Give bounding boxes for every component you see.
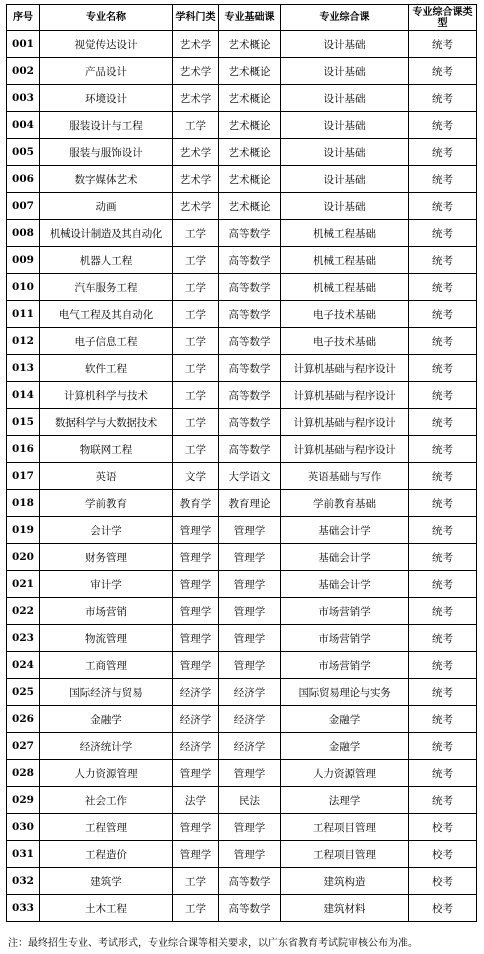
row-discipline: 工学 [173, 409, 219, 436]
row-major-name: 国际经济与贸易 [40, 679, 173, 706]
row-comprehensive-course: 市场营销学 [281, 598, 409, 625]
row-discipline: 艺术学 [173, 139, 219, 166]
row-major-name: 财务管理 [40, 544, 173, 571]
row-discipline: 工学 [173, 220, 219, 247]
row-index: 023 [7, 625, 40, 652]
row-course-type: 统考 [409, 598, 477, 625]
table-header [7, 5, 477, 31]
row-comprehensive-course: 法理学 [281, 787, 409, 814]
row-course-type: 统考 [409, 112, 477, 139]
row-course-type: 校考 [409, 841, 477, 868]
row-basic-course: 高等数学 [219, 895, 281, 922]
row-major-name: 产品设计 [40, 58, 173, 85]
footnote: 注：最终招生专业、考试形式，专业综合课等相关要求，以广东省教育考试院审核公布为准。 [8, 938, 418, 949]
row-discipline: 工学 [173, 355, 219, 382]
row-discipline: 教育学 [173, 490, 219, 517]
table-row [7, 301, 477, 328]
row-course-type: 统考 [409, 166, 477, 193]
table-row [7, 436, 477, 463]
table-row [7, 706, 477, 733]
row-discipline: 工学 [173, 328, 219, 355]
row-basic-course: 教育理论 [219, 490, 281, 517]
row-index: 021 [7, 571, 40, 598]
row-comprehensive-course: 计算机基础与程序设计 [281, 409, 409, 436]
row-comprehensive-course: 设计基础 [281, 85, 409, 112]
row-course-type: 统考 [409, 490, 477, 517]
table-row [7, 544, 477, 571]
row-basic-course: 大学语文 [219, 463, 281, 490]
row-basic-course: 管理学 [219, 517, 281, 544]
row-major-name: 物联网工程 [40, 436, 173, 463]
row-course-type: 统考 [409, 625, 477, 652]
row-course-type: 统考 [409, 247, 477, 274]
row-discipline: 工学 [173, 868, 219, 895]
row-discipline: 管理学 [173, 625, 219, 652]
row-major-name: 数字媒体艺术 [40, 166, 173, 193]
row-comprehensive-course: 基础会计学 [281, 544, 409, 571]
row-comprehensive-course: 机械工程基础 [281, 274, 409, 301]
row-discipline: 工学 [173, 112, 219, 139]
row-basic-course: 经济学 [219, 679, 281, 706]
row-basic-course: 管理学 [219, 571, 281, 598]
row-course-type: 统考 [409, 571, 477, 598]
row-basic-course: 艺术概论 [219, 139, 281, 166]
table-row [7, 31, 477, 58]
row-index: 030 [7, 814, 40, 841]
table-row [7, 841, 477, 868]
table-row [7, 490, 477, 517]
table-row [7, 220, 477, 247]
table-row [7, 85, 477, 112]
row-index: 032 [7, 868, 40, 895]
row-basic-course: 高等数学 [219, 328, 281, 355]
row-basic-course: 艺术概论 [219, 193, 281, 220]
row-index: 011 [7, 301, 40, 328]
row-index: 022 [7, 598, 40, 625]
row-index: 031 [7, 841, 40, 868]
row-comprehensive-course: 计算机基础与程序设计 [281, 382, 409, 409]
row-discipline: 艺术学 [173, 166, 219, 193]
row-discipline: 管理学 [173, 760, 219, 787]
row-discipline: 经济学 [173, 706, 219, 733]
row-basic-course: 高等数学 [219, 274, 281, 301]
row-basic-course: 艺术概论 [219, 166, 281, 193]
row-course-type: 统考 [409, 355, 477, 382]
row-course-type: 统考 [409, 31, 477, 58]
table-body [7, 31, 477, 922]
row-discipline: 管理学 [173, 517, 219, 544]
table-row [7, 247, 477, 274]
row-course-type: 统考 [409, 58, 477, 85]
row-course-type: 统考 [409, 409, 477, 436]
table-row [7, 760, 477, 787]
header-course-type: 专业综合课类型 [409, 5, 477, 31]
row-index: 019 [7, 517, 40, 544]
row-major-name: 会计学 [40, 517, 173, 544]
row-index: 005 [7, 139, 40, 166]
row-index: 013 [7, 355, 40, 382]
row-basic-course: 艺术概论 [219, 31, 281, 58]
row-basic-course: 经济学 [219, 706, 281, 733]
row-major-name: 电子信息工程 [40, 328, 173, 355]
row-discipline: 经济学 [173, 733, 219, 760]
row-index: 017 [7, 463, 40, 490]
row-basic-course: 管理学 [219, 760, 281, 787]
row-course-type: 统考 [409, 544, 477, 571]
row-major-name: 数据科学与大数据技术 [40, 409, 173, 436]
row-major-name: 经济统计学 [40, 733, 173, 760]
row-comprehensive-course: 设计基础 [281, 31, 409, 58]
row-comprehensive-course: 学前教育基础 [281, 490, 409, 517]
row-major-name: 电气工程及其自动化 [40, 301, 173, 328]
row-index: 029 [7, 787, 40, 814]
row-course-type: 统考 [409, 760, 477, 787]
row-comprehensive-course: 设计基础 [281, 58, 409, 85]
row-discipline: 艺术学 [173, 85, 219, 112]
row-basic-course: 管理学 [219, 652, 281, 679]
row-discipline: 工学 [173, 274, 219, 301]
row-basic-course: 高等数学 [219, 247, 281, 274]
table-row [7, 598, 477, 625]
header-index: 序号 [7, 5, 40, 31]
row-index: 007 [7, 193, 40, 220]
table-row [7, 382, 477, 409]
row-major-name: 金融学 [40, 706, 173, 733]
row-comprehensive-course: 市场营销学 [281, 625, 409, 652]
row-course-type: 统考 [409, 301, 477, 328]
row-major-name: 机器人工程 [40, 247, 173, 274]
row-comprehensive-course: 电子技术基础 [281, 301, 409, 328]
row-index: 028 [7, 760, 40, 787]
table-row [7, 571, 477, 598]
row-comprehensive-course: 机械工程基础 [281, 220, 409, 247]
table-row [7, 193, 477, 220]
row-major-name: 市场营销 [40, 598, 173, 625]
row-comprehensive-course: 国际贸易理论与实务 [281, 679, 409, 706]
row-course-type: 统考 [409, 463, 477, 490]
row-discipline: 工学 [173, 436, 219, 463]
header-basic-course: 专业基础课 [219, 5, 281, 31]
row-index: 025 [7, 679, 40, 706]
row-comprehensive-course: 机械工程基础 [281, 247, 409, 274]
row-index: 004 [7, 112, 40, 139]
row-discipline: 管理学 [173, 571, 219, 598]
table-row [7, 895, 477, 922]
table-row [7, 652, 477, 679]
row-comprehensive-course: 基础会计学 [281, 571, 409, 598]
row-comprehensive-course: 英语基础与写作 [281, 463, 409, 490]
row-index: 008 [7, 220, 40, 247]
row-basic-course: 经济学 [219, 733, 281, 760]
row-comprehensive-course: 计算机基础与程序设计 [281, 436, 409, 463]
row-course-type: 校考 [409, 868, 477, 895]
table-row [7, 868, 477, 895]
row-major-name: 社会工作 [40, 787, 173, 814]
row-comprehensive-course: 金融学 [281, 733, 409, 760]
row-index: 033 [7, 895, 40, 922]
row-course-type: 校考 [409, 814, 477, 841]
row-comprehensive-course: 工程项目管理 [281, 814, 409, 841]
row-major-name: 工商管理 [40, 652, 173, 679]
table-row [7, 58, 477, 85]
table-row [7, 679, 477, 706]
row-index: 016 [7, 436, 40, 463]
row-discipline: 经济学 [173, 679, 219, 706]
row-comprehensive-course: 基础会计学 [281, 517, 409, 544]
table-row [7, 166, 477, 193]
row-index: 020 [7, 544, 40, 571]
row-basic-course: 管理学 [219, 544, 281, 571]
row-major-name: 汽车服务工程 [40, 274, 173, 301]
row-index: 006 [7, 166, 40, 193]
row-discipline: 工学 [173, 301, 219, 328]
row-major-name: 软件工程 [40, 355, 173, 382]
header-row [7, 5, 477, 31]
row-course-type: 统考 [409, 139, 477, 166]
row-basic-course: 高等数学 [219, 220, 281, 247]
row-course-type: 统考 [409, 193, 477, 220]
row-course-type: 统考 [409, 733, 477, 760]
row-index: 012 [7, 328, 40, 355]
row-major-name: 人力资源管理 [40, 760, 173, 787]
row-major-name: 工程造价 [40, 841, 173, 868]
row-course-type: 统考 [409, 85, 477, 112]
row-major-name: 动画 [40, 193, 173, 220]
row-discipline: 艺术学 [173, 193, 219, 220]
table-row [7, 274, 477, 301]
row-discipline: 管理学 [173, 841, 219, 868]
row-course-type: 统考 [409, 517, 477, 544]
row-comprehensive-course: 市场营销学 [281, 652, 409, 679]
row-basic-course: 艺术概论 [219, 112, 281, 139]
row-discipline: 艺术学 [173, 58, 219, 85]
row-basic-course: 管理学 [219, 814, 281, 841]
row-major-name: 建筑学 [40, 868, 173, 895]
row-index: 003 [7, 85, 40, 112]
row-major-name: 环境设计 [40, 85, 173, 112]
row-basic-course: 高等数学 [219, 436, 281, 463]
row-index: 026 [7, 706, 40, 733]
row-basic-course: 高等数学 [219, 382, 281, 409]
table-row [7, 733, 477, 760]
row-course-type: 统考 [409, 220, 477, 247]
row-major-name: 服装设计与工程 [40, 112, 173, 139]
table-row [7, 355, 477, 382]
row-course-type: 校考 [409, 895, 477, 922]
row-index: 018 [7, 490, 40, 517]
row-major-name: 视觉传达设计 [40, 31, 173, 58]
row-discipline: 管理学 [173, 652, 219, 679]
row-comprehensive-course: 建筑构造 [281, 868, 409, 895]
row-discipline: 工学 [173, 247, 219, 274]
row-basic-course: 高等数学 [219, 409, 281, 436]
row-comprehensive-course: 设计基础 [281, 193, 409, 220]
row-comprehensive-course: 设计基础 [281, 166, 409, 193]
table-row [7, 625, 477, 652]
row-discipline: 工学 [173, 895, 219, 922]
row-major-name: 土木工程 [40, 895, 173, 922]
row-basic-course: 民法 [219, 787, 281, 814]
table-row [7, 463, 477, 490]
row-discipline: 文学 [173, 463, 219, 490]
row-major-name: 审计学 [40, 571, 173, 598]
row-basic-course: 高等数学 [219, 355, 281, 382]
row-major-name: 英语 [40, 463, 173, 490]
row-basic-course: 艺术概论 [219, 58, 281, 85]
row-major-name: 机械设计制造及其自动化 [40, 220, 173, 247]
admission-majors-table [6, 4, 477, 922]
row-comprehensive-course: 设计基础 [281, 112, 409, 139]
row-index: 002 [7, 58, 40, 85]
header-comprehensive-course: 专业综合课 [281, 5, 409, 31]
header-discipline: 学科门类 [173, 5, 219, 31]
row-basic-course: 管理学 [219, 598, 281, 625]
row-discipline: 法学 [173, 787, 219, 814]
row-major-name: 学前教育 [40, 490, 173, 517]
row-comprehensive-course: 建筑材料 [281, 895, 409, 922]
row-discipline: 管理学 [173, 544, 219, 571]
table-row [7, 787, 477, 814]
row-course-type: 统考 [409, 787, 477, 814]
row-basic-course: 高等数学 [219, 301, 281, 328]
row-course-type: 统考 [409, 328, 477, 355]
row-major-name: 物流管理 [40, 625, 173, 652]
table-row [7, 814, 477, 841]
row-course-type: 统考 [409, 679, 477, 706]
row-discipline: 艺术学 [173, 31, 219, 58]
row-discipline: 管理学 [173, 814, 219, 841]
row-comprehensive-course: 计算机基础与程序设计 [281, 355, 409, 382]
row-major-name: 服装与服饰设计 [40, 139, 173, 166]
row-index: 015 [7, 409, 40, 436]
row-course-type: 统考 [409, 706, 477, 733]
row-course-type: 统考 [409, 652, 477, 679]
row-basic-course: 艺术概论 [219, 85, 281, 112]
row-comprehensive-course: 金融学 [281, 706, 409, 733]
header-major-name: 专业名称 [40, 5, 173, 31]
table-row [7, 409, 477, 436]
row-basic-course: 管理学 [219, 625, 281, 652]
row-discipline: 管理学 [173, 598, 219, 625]
row-discipline: 工学 [173, 382, 219, 409]
table-row [7, 139, 477, 166]
table-row [7, 112, 477, 139]
row-major-name: 计算机科学与技术 [40, 382, 173, 409]
row-course-type: 统考 [409, 274, 477, 301]
row-comprehensive-course: 电子技术基础 [281, 328, 409, 355]
row-comprehensive-course: 设计基础 [281, 139, 409, 166]
row-major-name: 工程管理 [40, 814, 173, 841]
row-basic-course: 高等数学 [219, 868, 281, 895]
table-row [7, 517, 477, 544]
row-comprehensive-course: 工程项目管理 [281, 841, 409, 868]
row-index: 001 [7, 31, 40, 58]
row-basic-course: 管理学 [219, 841, 281, 868]
row-comprehensive-course: 人力资源管理 [281, 760, 409, 787]
row-course-type: 统考 [409, 436, 477, 463]
row-index: 009 [7, 247, 40, 274]
row-course-type: 统考 [409, 382, 477, 409]
row-index: 024 [7, 652, 40, 679]
row-index: 027 [7, 733, 40, 760]
row-index: 014 [7, 382, 40, 409]
table-row [7, 328, 477, 355]
row-index: 010 [7, 274, 40, 301]
